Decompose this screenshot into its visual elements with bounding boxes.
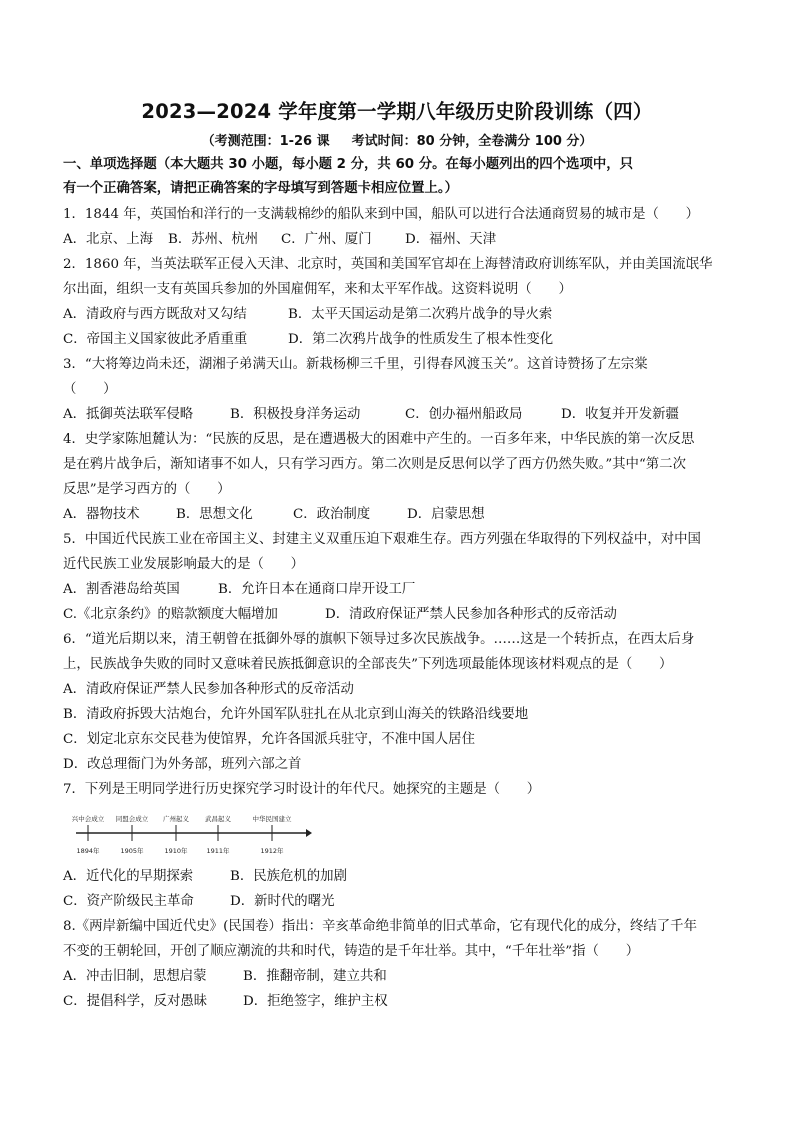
q1-options — [63, 230, 743, 250]
q7-options-row1 — [63, 867, 743, 887]
timeline-event-label: 广州起义 — [163, 815, 189, 823]
timeline-event-label: 同盟会成立 — [115, 815, 149, 823]
q5-option-b[interactable]: B．允许日本在通商口岸开设工厂 — [218, 582, 416, 597]
q5-options-row2 — [63, 605, 743, 625]
q3-options — [63, 405, 743, 425]
q6-option-c[interactable]: C．划定北京东交民巷为使馆界，允许各国派兵驻守，不准中国人居住 — [63, 732, 475, 747]
q4-option-d[interactable]: D．启蒙思想 — [407, 507, 485, 522]
q7-option-a[interactable]: A．近代化的早期探索 — [63, 869, 194, 884]
timeline-event-label: 中华民国建立 — [252, 815, 292, 823]
q8-option-b[interactable]: B．推翻帝制，建立共和 — [243, 969, 387, 984]
q2-option-b[interactable]: B．太平天国运动是第二次鸦片战争的导火索 — [288, 307, 553, 322]
q3-option-c[interactable]: C．创办福州船政局 — [405, 407, 523, 422]
q1-option-a[interactable]: A．北京、上海 — [63, 232, 154, 247]
q3-option-b[interactable]: B．积极投身洋务运动 — [230, 407, 361, 422]
q7-timeline — [71, 812, 312, 860]
q4-stem-line3: 反思”是学习西方的（ ） — [63, 482, 231, 497]
q7-options-row2 — [63, 892, 743, 912]
q4-stem-line1: 4．史学家陈旭麓认为：“民族的反思，是在遭遇极大的困难中产生的。一百多年来，中华民族的第一次反思 — [63, 432, 695, 447]
q1-stem: 1．1844 年，英国怡和洋行的一支满载棉纱的船队来到中国，船队可以进行合法通商贸易的城市是（ ） — [63, 207, 700, 222]
q6-option-a[interactable]: A．清政府保证严禁人民参加各种形式的反帝活动 — [63, 682, 354, 697]
timeline-arrow — [306, 829, 312, 837]
q8-option-c[interactable]: C．提倡科学，反对愚昧 — [63, 994, 208, 1009]
q8-options-row1 — [63, 967, 743, 987]
q2-options-row2 — [63, 330, 743, 350]
q8-options-row2 — [63, 992, 743, 1012]
exam-time: 考试时间：80 分钟，全卷满分 100 分） — [351, 134, 593, 149]
q7-option-c[interactable]: C．资产阶级民主革命 — [63, 894, 194, 909]
q8-stem-line1: 8.《两岸新编中国近代史》(民国卷）指出：辛亥革命绝非简单的旧式革命，它有现代化的成分，终结了千年 — [63, 919, 697, 934]
q3-stem-line1: 3．“大将筹边尚未还，湖湘子弟满天山。新栽杨柳三千里，引得春风渡玉关”。这首诗赞扬了左宗棠 — [63, 357, 648, 372]
timeline-year-label: 1905年 — [120, 847, 144, 855]
q2-stem-line1: 2．1860 年，当英法联军正侵入天津、北京时，英国和美国军官却在上海替清政府训练军队，并由美国流氓华 — [63, 257, 713, 272]
q6-stem-line2: 上，民族战争失败的同时又意味着民族抵御意识的全部丧失”下列选项最能体现该材料观点的是（ ） — [63, 657, 673, 672]
q2-stem-line2: 尔出面，组织一支有英国兵参加的外国雇佣军，来和太平军作战。这资料说明（ ） — [63, 282, 572, 297]
timeline-year-label: 1911年 — [206, 847, 230, 855]
section-header-line2: 有一个正确答案，请把正确答案的字母填写到答题卡相应位置上。） — [63, 181, 459, 196]
q3-stem-line2: （ ） — [63, 382, 117, 397]
q2-option-c[interactable]: C．帝国主义国家彼此矛盾重重 — [63, 332, 248, 347]
timeline-event-label: 武昌起义 — [205, 815, 231, 823]
timeline-year-label: 1894年 — [76, 847, 100, 855]
q8-option-d[interactable]: D．拒绝签字，维护主权 — [243, 994, 388, 1009]
q5-stem-line1: 5．中国近代民族工业在帝国主义、封建主义双重压迫下艰难生存。西方列强在华取得的下列权益中，对中国 — [63, 532, 701, 547]
exam-title: 2023—2024 学年度第一学期八年级历史阶段训练（四） — [141, 100, 653, 123]
section-header-line1: 一、单项选择题（本大题共 30 小题，每小题 2 分，共 60 分。在每小题列出的四个选项中，只 — [63, 157, 634, 172]
q2-option-a[interactable]: A．清政府与西方既敌对又勾结 — [63, 307, 247, 322]
q2-option-d[interactable]: D．第二次鸦片战争的性质发生了根本性变化 — [288, 332, 554, 347]
q8-option-a[interactable]: A．冲击旧制，思想启蒙 — [63, 969, 207, 984]
q7-option-b[interactable]: B．民族危机的加剧 — [230, 869, 347, 884]
q7-option-d[interactable]: D．新时代的曙光 — [230, 894, 335, 909]
q5-option-d[interactable]: D．清政府保证严禁人民参加各种形式的反帝活动 — [325, 607, 617, 622]
q1-option-b[interactable]: B．苏州、杭州 — [168, 232, 259, 247]
q6-option-b[interactable]: B．清政府拆毁大沽炮台，允许外国军队驻扎在从北京到山海关的铁路沿线要地 — [63, 707, 529, 722]
q5-option-a[interactable]: A．割香港岛给英国 — [63, 582, 180, 597]
q4-option-b[interactable]: B．思想文化 — [176, 507, 253, 522]
q1-option-c[interactable]: C．广州、厦门 — [281, 232, 372, 247]
q4-stem-line2: 是在鸦片战争后，渐知诸事不如人，只有学习西方。第二次则是反思何以学了西方仍然失败。”其中“第二次 — [63, 457, 686, 472]
q1-option-d[interactable]: D．福州、天津 — [405, 232, 497, 247]
q4-options — [63, 505, 743, 525]
q4-option-c[interactable]: C．政治制度 — [293, 507, 371, 522]
exam-info — [0, 130, 794, 149]
q8-stem-line2: 不变的王朝轮回，开创了顺应潮流的共和时代，铸造的是千年壮举。其中，“千年壮举”指（ ） — [63, 944, 640, 959]
q5-stem-line2: 近代民族工业发展影响最大的是（ ） — [63, 557, 305, 572]
exam-scope: （考测范围：1-26 课 — [201, 134, 330, 149]
timeline-year-label: 1912年 — [260, 847, 284, 855]
q6-option-d[interactable]: D．改总理衙门为外务部，班列六部之首 — [63, 757, 302, 772]
q4-option-a[interactable]: A．器物技术 — [63, 507, 140, 522]
q3-option-a[interactable]: A．抵御英法联军侵略 — [63, 407, 194, 422]
timeline-year-label: 1910年 — [164, 847, 188, 855]
q3-option-d[interactable]: D．收复并开发新疆 — [561, 407, 679, 422]
timeline-event-label: 兴中会成立 — [71, 815, 105, 823]
q5-options-row1 — [63, 580, 743, 600]
q6-stem-line1: 6．“道光后期以来，清王朝曾在抵御外辱的旗帜下领导过多次民族战争。……这是一个转折点，在西太后身 — [63, 632, 695, 647]
q2-options-row1 — [63, 305, 743, 325]
q7-stem: 7．下列是王明同学进行历史探究学习时设计的年代尺。她探究的主题是（ ） — [63, 782, 541, 797]
q5-option-c[interactable]: C.《北京条约》的赔款额度大幅增加 — [63, 607, 278, 622]
